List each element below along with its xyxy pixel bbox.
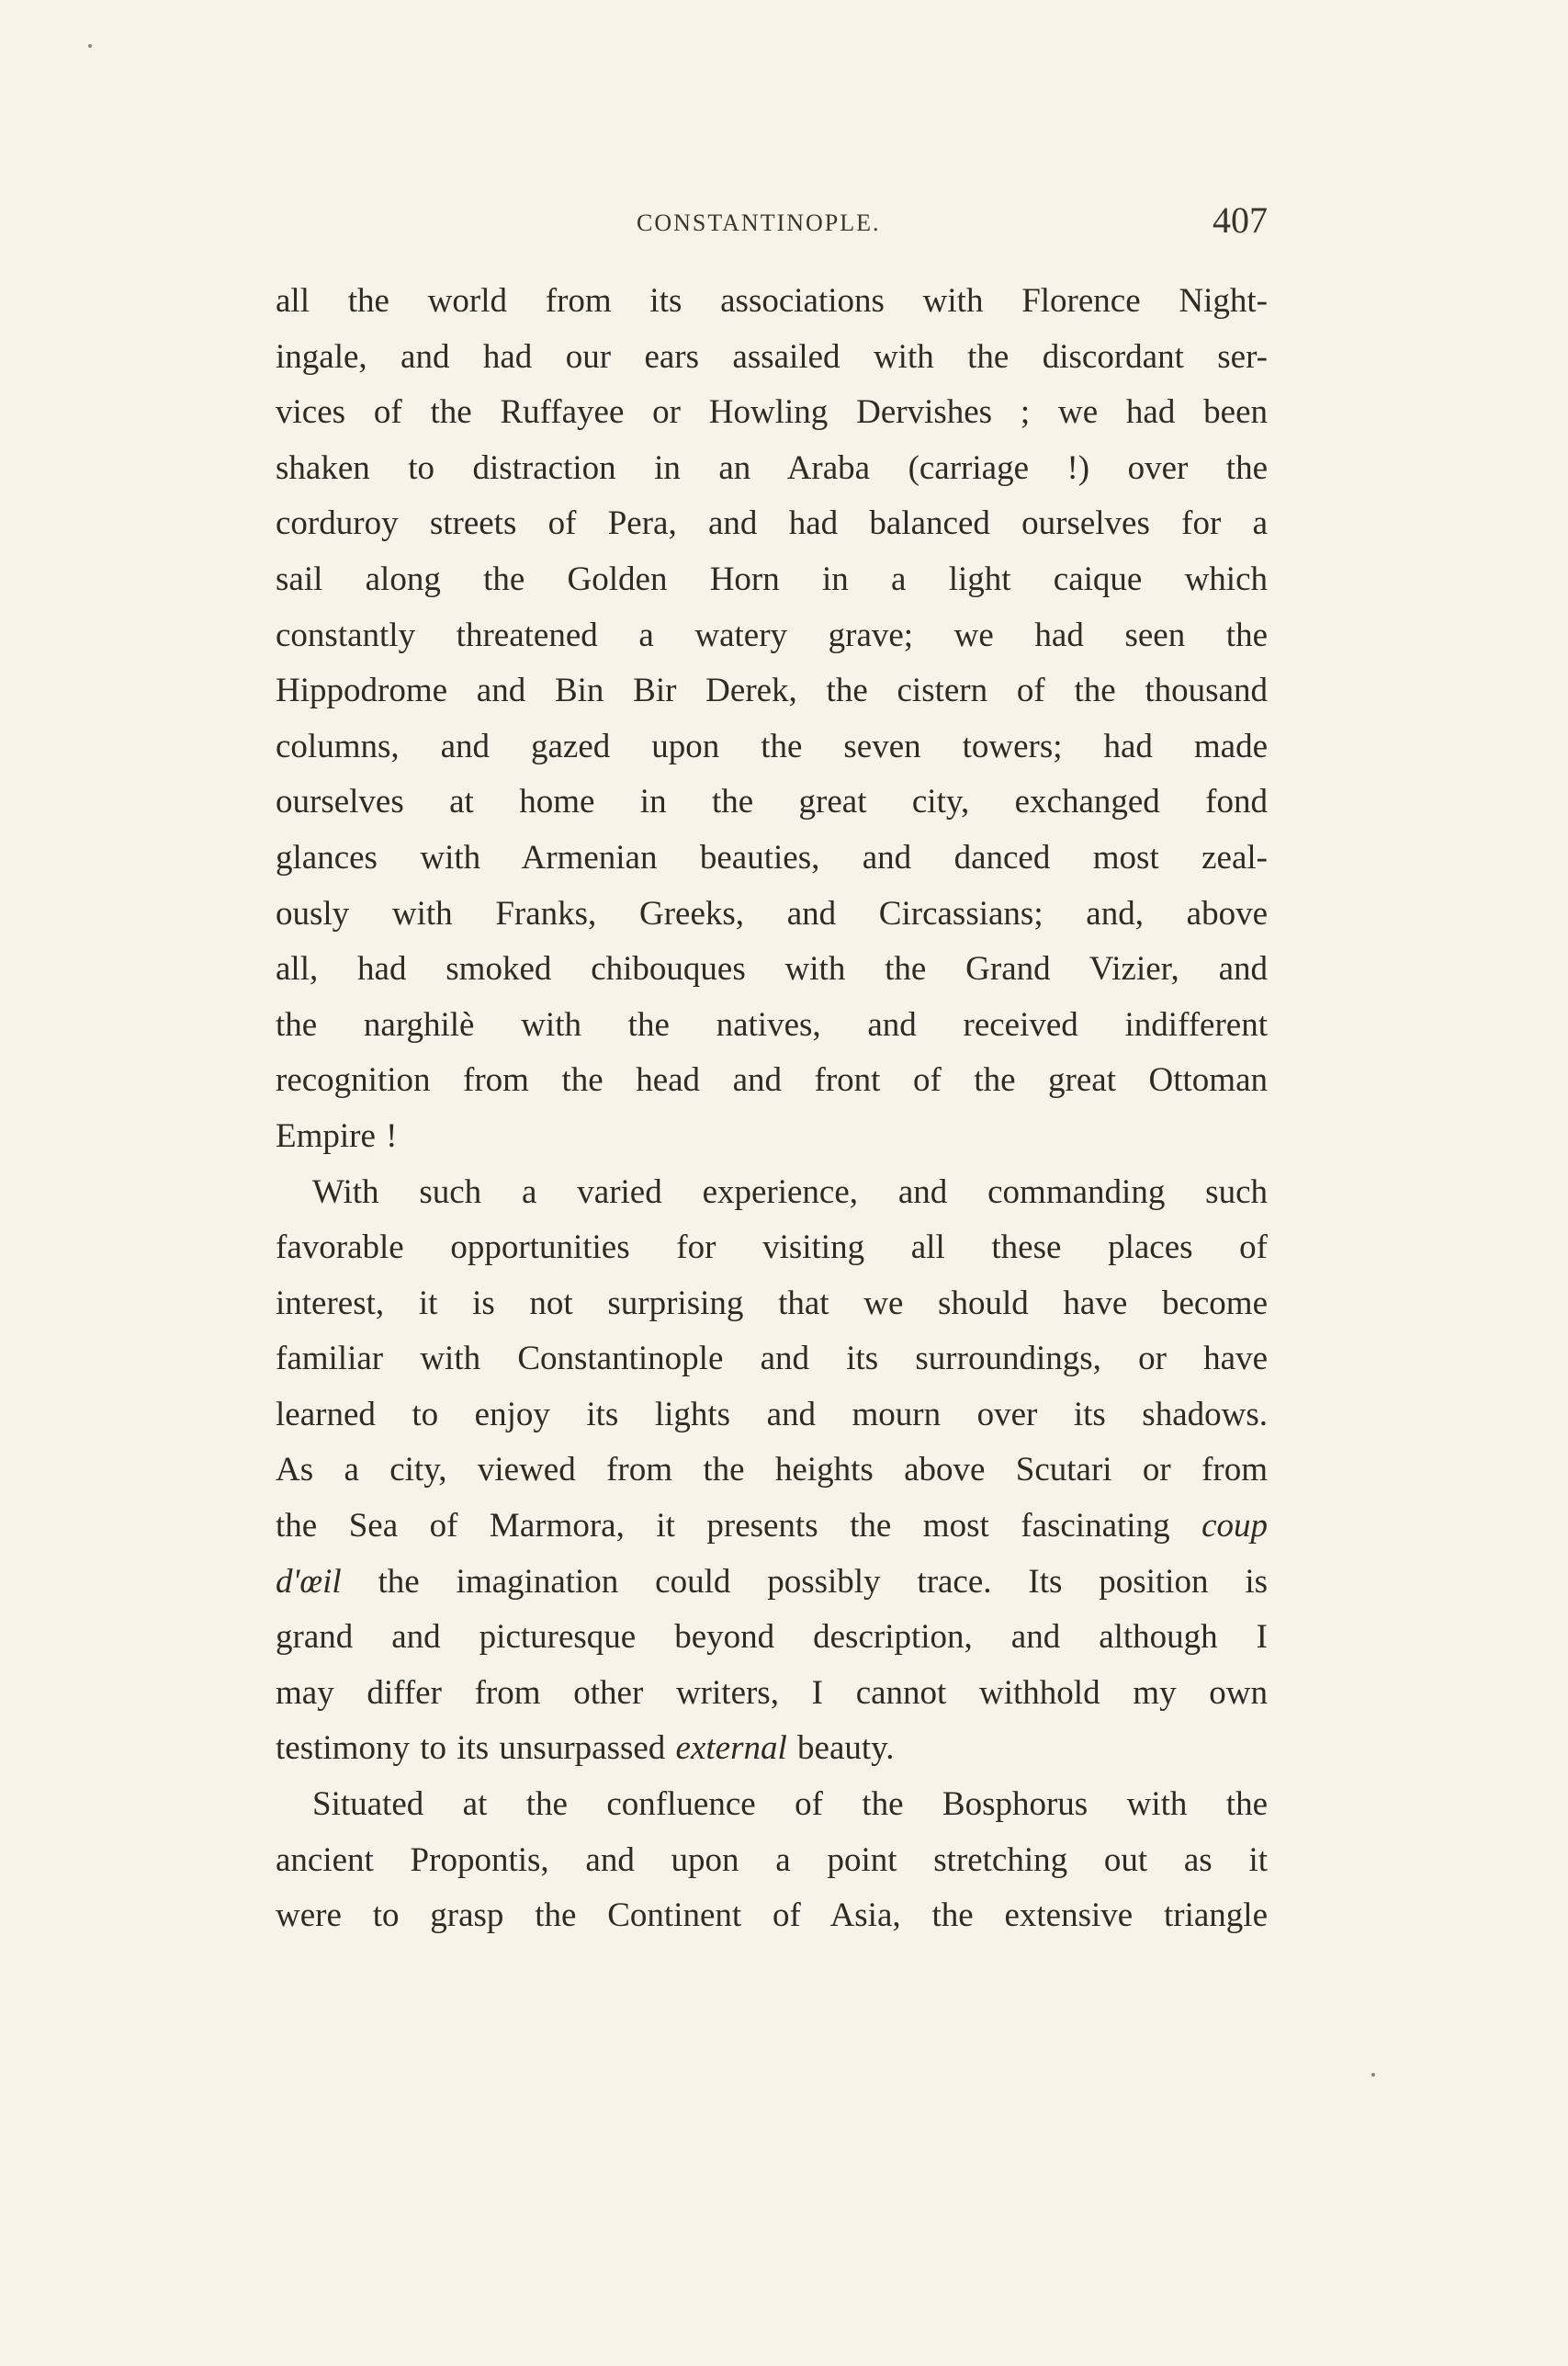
text-line: all, had smoked chibouques with the Grand Vizier, and bbox=[276, 950, 1268, 989]
text-line: sail along the Golden Horn in a light caique which bbox=[276, 560, 1268, 598]
text-line: were to grasp the Continent of Asia, the extensive triangle bbox=[276, 1896, 1268, 1935]
text-line: constantly threatened a watery grave; we had seen the bbox=[276, 616, 1268, 654]
text-line: ourselves at home in the great city, exchanged fond bbox=[276, 783, 1268, 821]
text-line: Empire ! bbox=[276, 1116, 398, 1155]
text-line: columns, and gazed upon the seven towers; had made bbox=[276, 727, 1268, 765]
italic-text: coup bbox=[1201, 1507, 1268, 1545]
page-header bbox=[276, 198, 1268, 254]
text-line bbox=[276, 1721, 1268, 1777]
text-segment: testimony to its unsurpassed bbox=[276, 1729, 676, 1768]
text-line: familiar with Constantinople and its surroundings, or have bbox=[276, 1340, 1268, 1378]
text-line: recognition from the head and front of the great Ottoman bbox=[276, 1061, 1268, 1100]
text-line: ancient Propontis, and upon a point stretching out as it bbox=[276, 1840, 1268, 1879]
text-line bbox=[276, 1499, 1268, 1555]
text-line: ingale, and had our ears assailed with the discordant ser- bbox=[276, 337, 1268, 376]
running-title: CONSTANTINOPLE. bbox=[637, 209, 881, 236]
text-line bbox=[276, 1555, 1268, 1611]
text-line: vices of the Ruffayee or Howling Dervishes ; we had been bbox=[276, 393, 1268, 432]
text-line: corduroy streets of Pera, and had balanced ourselves for a bbox=[276, 504, 1268, 543]
text-segment: the Sea of Marmora, it presents the most fascinating bbox=[276, 1507, 1202, 1545]
text-line: interest, it is not surprising that we should have become bbox=[276, 1284, 1268, 1322]
text-line: Situated at the confluence of the Bosphorus with the bbox=[312, 1785, 1268, 1824]
text-line: shaken to distraction in an Araba (carriage !) over the bbox=[276, 448, 1268, 487]
text-line: As a city, viewed from the heights above Scutari or from bbox=[276, 1451, 1268, 1489]
paper-speck bbox=[1371, 2073, 1375, 2077]
text-line: all the world from its associations with Florence Night- bbox=[276, 282, 1268, 320]
text-line: favorable opportunities for visiting all these places of bbox=[276, 1228, 1268, 1267]
text-line: With such a varied experience, and commanding such bbox=[312, 1172, 1268, 1211]
text-line: Hippodrome and Bin Bir Derek, the cistern of the thousand bbox=[276, 672, 1268, 710]
text-line: learned to enjoy its lights and mourn over its shadows. bbox=[276, 1395, 1268, 1433]
italic-text: external bbox=[675, 1729, 787, 1768]
text-line: ously with Franks, Greeks, and Circassians; and, above bbox=[276, 894, 1268, 933]
text-segment: the imagination could possibly trace. Its position is bbox=[341, 1562, 1268, 1601]
text-line: grand and picturesque beyond description, and although I bbox=[276, 1618, 1268, 1657]
text-line: the narghilè with the natives, and received indifferent bbox=[276, 1005, 1268, 1044]
text-segment: beauty. bbox=[786, 1729, 895, 1768]
body-text bbox=[276, 274, 1268, 1944]
page-number: 407 bbox=[1213, 199, 1268, 241]
text-line: may differ from other writers, I cannot withhold my own bbox=[276, 1673, 1268, 1712]
text-line: glances with Armenian beauties, and danced most zeal- bbox=[276, 838, 1268, 877]
italic-text: d'œil bbox=[276, 1562, 342, 1601]
paper-speck bbox=[88, 44, 92, 48]
